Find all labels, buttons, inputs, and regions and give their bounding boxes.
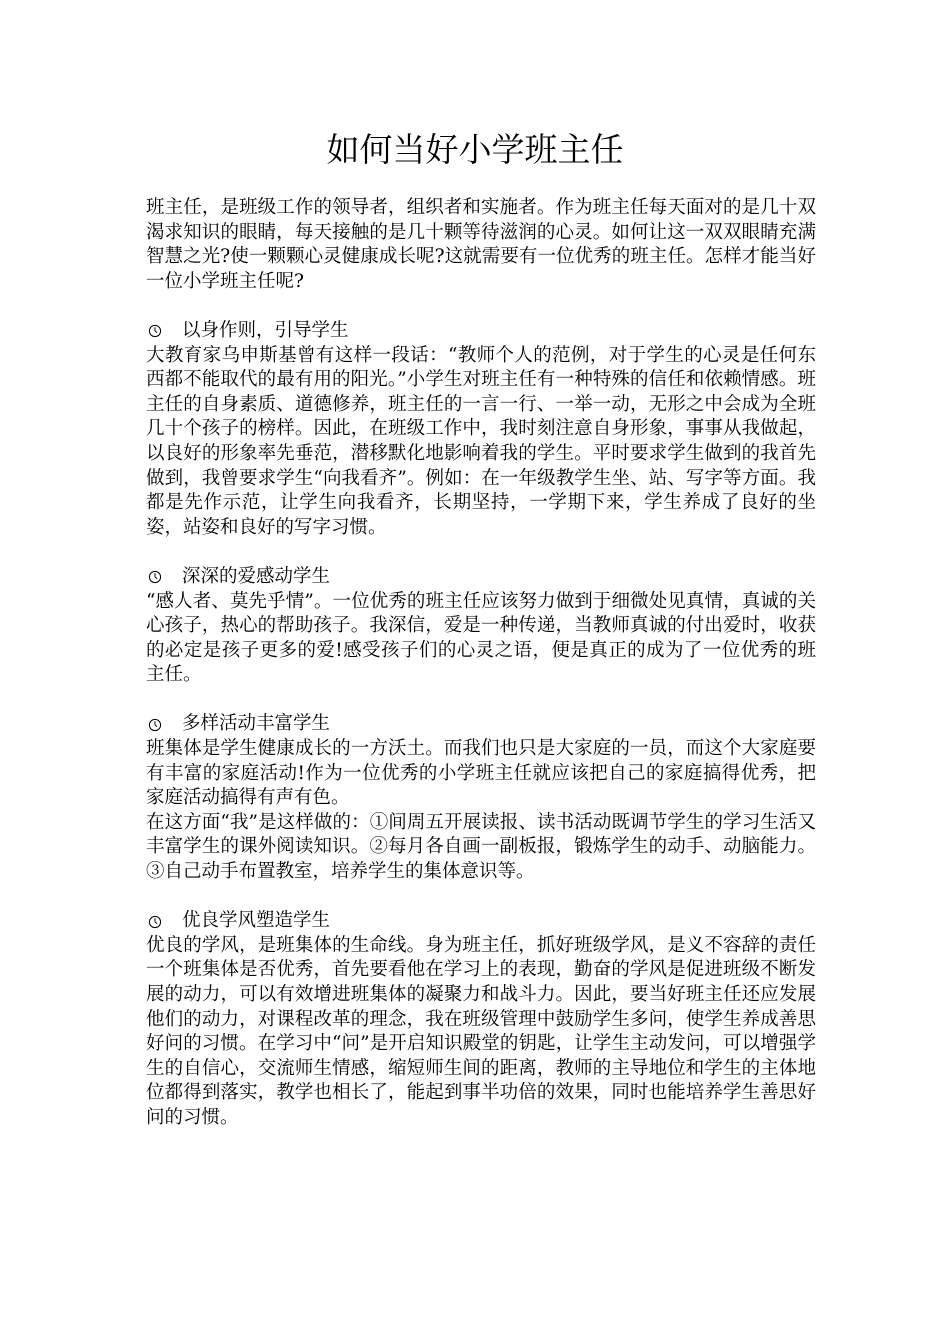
section-paragraph: 优良的学风，是班集体的生命线。身为班主任，抓好班级学风，是义不容辞的责任一个班集体是否优秀，首先要看他在学习上的表现，勤奋的学风是促进班级不断发展的动力，可以有效增进班集体的凝聚力和战斗力。因此，要当好班主任还应发展他们的动力，对课程改革的理念，我在班级管理中鼓励学生多问，使学生养成善思好问的习惯。在学习中“问”是开启知识殿堂的钥匙，让学生主动发问，可以增强学生的自信心，交流师生情感，缩短师生间的距离，教师的主导地位和学生的主体地位都得到落实，教学也相长了，能起到事半功倍的效果，同时也能培养学生善思好问的习惯。 [146, 934, 816, 1128]
section-3 [146, 712, 816, 884]
section-paragraph: 大教育家乌申斯基曾有这样一段话：“教师个人的范例，对于学生的心灵是任何东西都不能取代的最有用的阳光。”小学生对班主任有一种特殊的信任和依赖情感。班主任的自身素质、道德修养，班主任的一言一行、一举一动，无形之中会成为全班几十个孩子的榜样。因此，在班级工作中，我时刻注意自身形象，事事从我做起，以良好的形象率先垂范，潜移默化地影响着我的学生。平时要求学生做到的我首先做到，我曾要求学生“向我看齐”。例如：在一年级教学生坐、站、写字等方面。我都是先作示范，让学生向我看齐，长期坚持，一学期下来，学生养成了良好的坐姿，站姿和良好的写字习惯。 [146, 344, 816, 538]
section-heading-text: 多样活动丰富学生 [182, 713, 331, 735]
clock-icon [148, 718, 162, 732]
section-paragraph: 在这方面“我”是这样做的：①间周五开展读报、读书活动既调节学生的学习生活又丰富学生的课外阅读知识。②每月各自画一副板报，锻炼学生的动手、动脑能力。③自己动手布置教室，培养学生的集体意识等。 [146, 811, 816, 883]
clock-icon [148, 915, 162, 929]
intro-paragraph: 班主任，是班级工作的领导者，组织者和实施者。作为班主任每天面对的是几十双渴求知识的眼睛，每天接触的是几十颗等待滋润的心灵。如何让这一双双眼睛充满智慧之光?使一颗颗心灵健康成长呢?这就需要有一位优秀的班主任。怎样才能当好一位小学班主任呢? [146, 197, 816, 292]
document-body [146, 196, 816, 1155]
section-heading [146, 319, 816, 344]
section-paragraph: “感人者、莫先乎情”。一位优秀的班主任应该努力做到于细微处见真情，真诚的关心孩子，热心的帮助孩子。我深信，爱是一种传递，当教师真诚的付出爱时，收获的必定是孩子更多的爱!感受孩子们的心灵之语，便是真正的成为了一位优秀的班主任。 [146, 590, 816, 686]
section-heading-text: 深深的爱感动学生 [182, 565, 331, 587]
section-heading-text: 以身作则，引导学生 [182, 319, 349, 341]
clock-icon [148, 570, 162, 584]
section-heading [146, 909, 816, 934]
clock-icon [148, 324, 162, 338]
section-4 [146, 909, 816, 1130]
section-1 [146, 319, 816, 540]
section-paragraph: 班集体是学生健康成长的一方沃土。而我们也只是大家庭的一员，而这个大家庭要有丰富的家庭活动!作为一位优秀的小学班主任就应该把自己的家庭搞得优秀，把家庭活动搞得有声有色。 [146, 738, 816, 809]
page-title: 如何当好小学班主任 [326, 130, 624, 169]
section-heading [146, 712, 816, 737]
section-heading-text: 优良学风塑造学生 [182, 910, 331, 932]
section-2 [146, 565, 816, 688]
section-heading [146, 565, 816, 590]
